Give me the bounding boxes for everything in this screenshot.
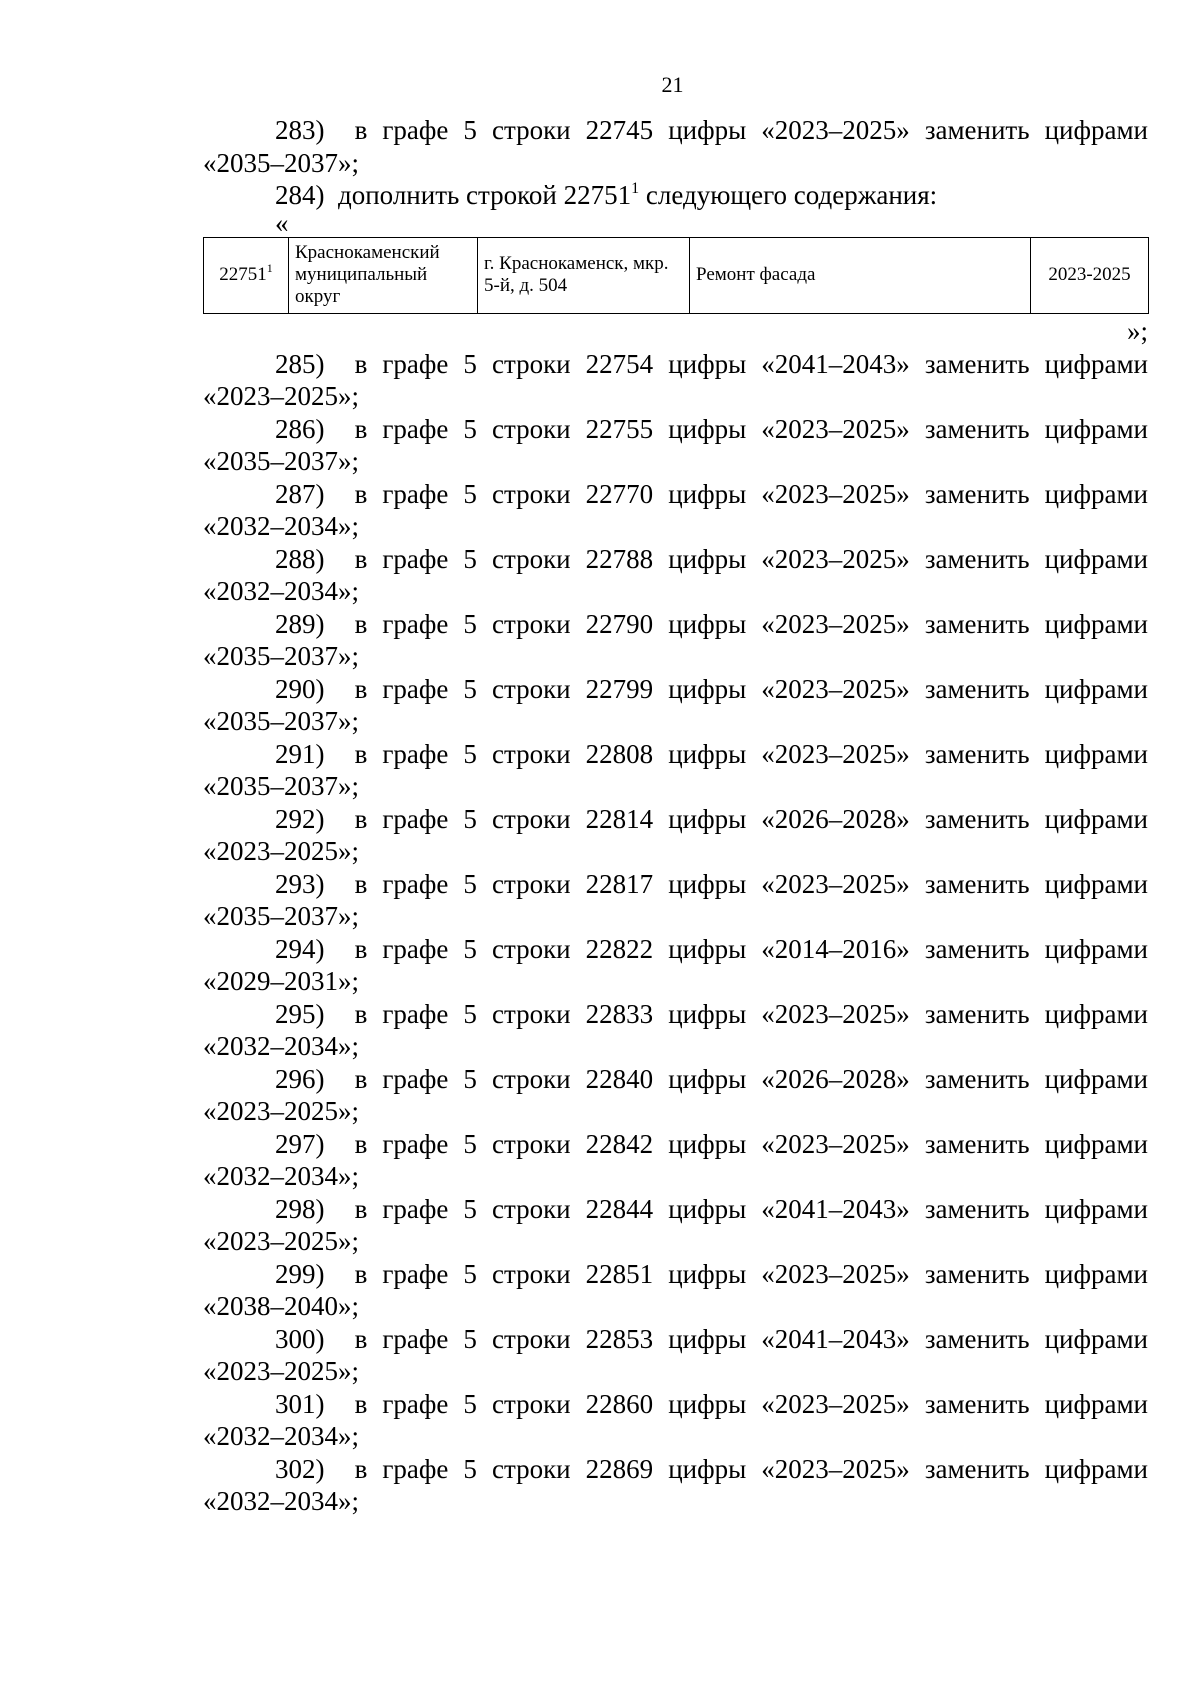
list-item-tail: «2035–2037»; xyxy=(203,901,360,931)
item-283-text xyxy=(203,114,1148,179)
list-item xyxy=(203,1453,1148,1518)
list-item-head: 297) в графе 5 строки 22842 цифры «2023–2025» заменить цифрами xyxy=(275,1128,1148,1159)
list-item-head: 292) в графе 5 строки 22814 цифры «2026–2028» заменить цифрами xyxy=(275,803,1148,834)
list-item-head: 289) в графе 5 строки 22790 цифры «2023–2025» заменить цифрами xyxy=(275,608,1148,639)
list-item-tail: «2032–2034»; xyxy=(203,576,360,606)
list-item xyxy=(203,803,1148,868)
list-item xyxy=(203,868,1148,933)
list-item-tail: «2035–2037»; xyxy=(203,771,360,801)
list-item-head: 288) в графе 5 строки 22788 цифры «2023–2025» заменить цифрами xyxy=(275,543,1148,574)
list-item-tail: «2038–2040»; xyxy=(203,1291,360,1321)
list-item xyxy=(203,1128,1148,1193)
list-item-tail: «2032–2034»; xyxy=(203,1031,360,1061)
list-item xyxy=(203,738,1148,803)
list-item-head: 291) в графе 5 строки 22808 цифры «2023–2025» заменить цифрами xyxy=(275,738,1148,769)
cell-row-number xyxy=(204,237,289,313)
list-item-head: 294) в графе 5 строки 22822 цифры «2014–2016» заменить цифрами xyxy=(275,933,1148,964)
list-item-head: 296) в графе 5 строки 22840 цифры «2026–2028» заменить цифрами xyxy=(275,1063,1148,1094)
list-item xyxy=(203,1388,1148,1453)
cell-address: г. Краснокаменск, мкр. 5-й, д. 504 xyxy=(478,237,690,313)
list-item-head: 295) в графе 5 строки 22833 цифры «2023–2025» заменить цифрами xyxy=(275,998,1148,1029)
list-item-tail: «2035–2037»; xyxy=(203,706,360,736)
cell-work: Ремонт фасада xyxy=(690,237,1031,313)
list-item-tail: «2032–2034»; xyxy=(203,511,360,541)
item-284-lead: 284) дополнить строкой 22751 xyxy=(275,180,632,210)
item-284-after: следующего содержания: xyxy=(639,180,938,210)
list-item-head: 290) в графе 5 строки 22799 цифры «2023–2025» заменить цифрами xyxy=(275,673,1148,704)
list-item-head: 286) в графе 5 строки 22755 цифры «2023–2025» заменить цифрами xyxy=(275,413,1148,444)
list-item-tail: «2032–2034»; xyxy=(203,1486,360,1516)
list-item-head: 299) в графе 5 строки 22851 цифры «2023–2025» заменить цифрами xyxy=(275,1258,1148,1289)
amendment-list xyxy=(203,348,1148,1518)
row-number: 22751 xyxy=(219,264,267,285)
document-body xyxy=(203,114,1148,1518)
list-item-tail: «2023–2025»; xyxy=(203,836,360,866)
list-item-head: 298) в графе 5 строки 22844 цифры «2041–2043» заменить цифрами xyxy=(275,1193,1148,1224)
cell-district: Краснокаменский муниципальный округ xyxy=(289,237,478,313)
list-item xyxy=(203,1258,1148,1323)
list-item xyxy=(203,478,1148,543)
list-item-tail: «2035–2037»; xyxy=(203,641,360,671)
item-284-text xyxy=(203,179,1148,212)
list-item-head: 300) в графе 5 строки 22853 цифры «2041–2043» заменить цифрами xyxy=(275,1323,1148,1354)
page-number: 21 xyxy=(661,72,684,97)
item-284 xyxy=(203,179,1148,212)
list-item-tail: «2029–2031»; xyxy=(203,966,360,996)
list-item xyxy=(203,1193,1148,1258)
list-item-head: 285) в графе 5 строки 22754 цифры «2041–2043» заменить цифрами xyxy=(275,348,1148,379)
list-item-tail: «2023–2025»; xyxy=(203,381,360,411)
table-close-quote: »; xyxy=(1126,315,1148,346)
cell-period: 2023-2025 xyxy=(1031,237,1149,313)
list-item xyxy=(203,413,1148,478)
list-item-head: 293) в графе 5 строки 22817 цифры «2023–2025» заменить цифрами xyxy=(275,868,1148,899)
list-item xyxy=(203,1063,1148,1128)
list-item xyxy=(203,348,1148,413)
list-item-head: 301) в графе 5 строки 22860 цифры «2023–2025» заменить цифрами xyxy=(275,1388,1148,1419)
list-item xyxy=(203,933,1148,998)
list-item xyxy=(203,998,1148,1063)
item-284-sup: 1 xyxy=(631,180,640,197)
list-item-tail: «2023–2025»; xyxy=(203,1356,360,1386)
list-item-tail: «2035–2037»; xyxy=(203,446,360,476)
list-item-head: 287) в графе 5 строки 22770 цифры «2023–2025» заменить цифрами xyxy=(275,478,1148,509)
item-283-line1: 283) в графе 5 строки 22745 цифры «2023–2025» заменить цифрами xyxy=(275,115,1148,145)
inserted-row-table xyxy=(203,237,1149,314)
table-open-quote: « xyxy=(275,207,289,238)
list-item-tail: «2032–2034»; xyxy=(203,1161,360,1191)
row-number-sup: 1 xyxy=(266,261,273,275)
item-283 xyxy=(203,114,1148,179)
list-item-tail: «2023–2025»; xyxy=(203,1226,360,1256)
list-item-tail: «2023–2025»; xyxy=(203,1096,360,1126)
table-row xyxy=(204,237,1149,313)
list-item xyxy=(203,608,1148,673)
item-283-line2: «2035–2037»; xyxy=(203,147,360,178)
list-item-tail: «2032–2034»; xyxy=(203,1421,360,1451)
list-item xyxy=(203,543,1148,608)
list-item xyxy=(203,673,1148,738)
list-item xyxy=(203,1323,1148,1388)
list-item-head: 302) в графе 5 строки 22869 цифры «2023–2025» заменить цифрами xyxy=(275,1453,1148,1484)
